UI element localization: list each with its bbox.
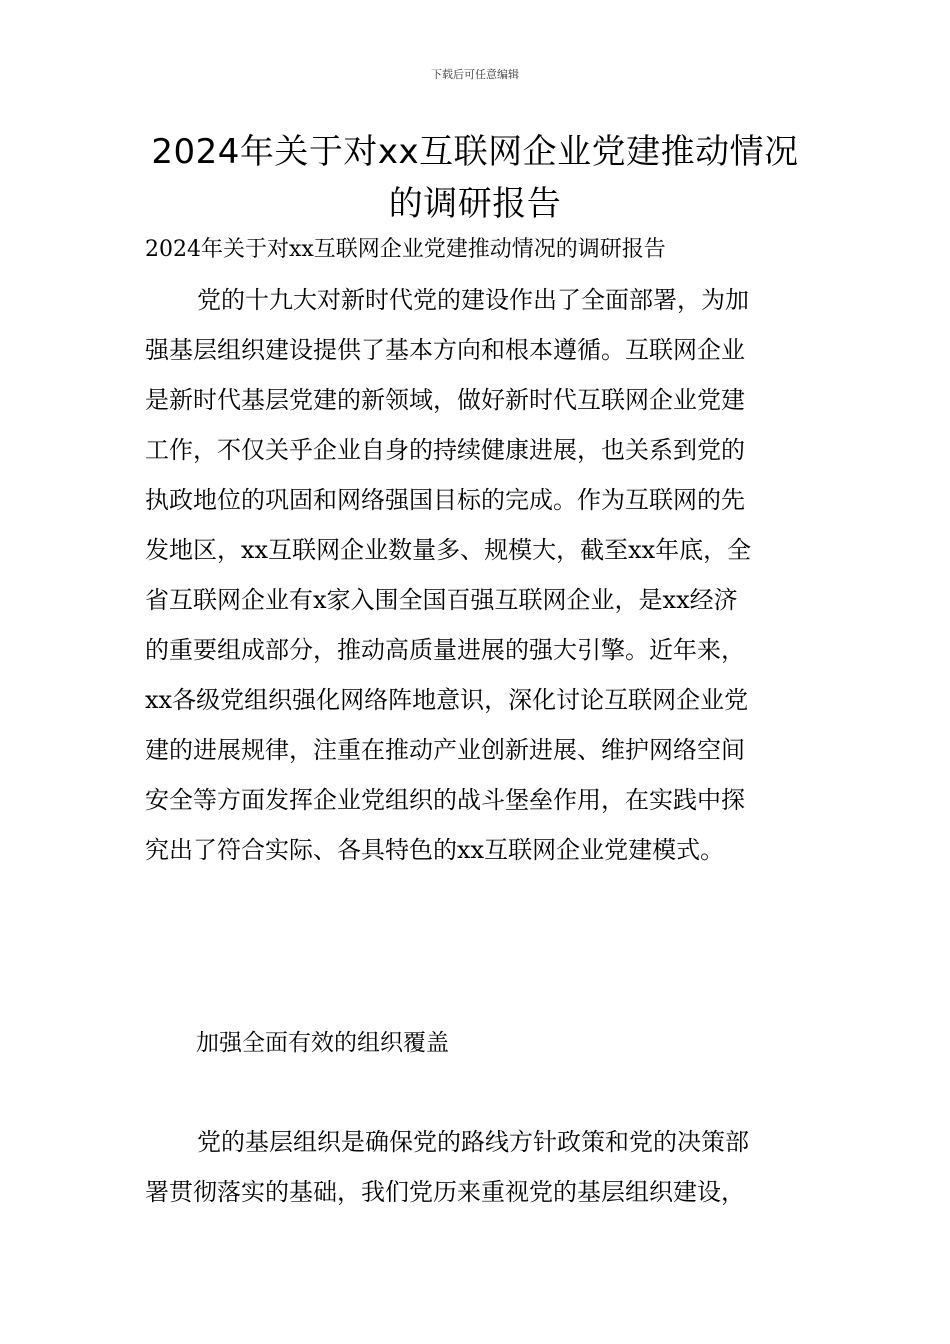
section-heading: 加强全面有效的组织覆盖 (196, 1030, 449, 1056)
body-paragraph (145, 275, 815, 875)
paragraph-line: 署贯彻落实的基础，我们党历来重视党的基层组织建设， (145, 1178, 745, 1206)
paragraph-line: 党的十九大对新时代党的建设作出了全面部署，为加 (197, 286, 749, 314)
paragraph-line: 是新时代基层党建的新领域，做好新时代互联网企业党建 (145, 386, 745, 414)
document-subtitle: 2024年关于对xx互联网企业党建推动情况的调研报告 (145, 237, 666, 262)
paragraph-line: 党的基层组织是确保党的路线方针政策和党的决策部 (197, 1128, 749, 1156)
paragraph-line: 工作，不仅关乎企业自身的持续健康进展，也关系到党的 (145, 436, 745, 464)
paragraph-line: 安全等方面发挥企业党组织的战斗堡垒作用，在实践中探 (145, 786, 745, 814)
paragraph-line: 建的进展规律，注重在推动产业创新进展、维护网络空间 (145, 736, 745, 764)
title-line: 2024年关于对xx互联网企业党建推动情况 (151, 132, 799, 172)
paragraph-line: 究出了符合实际、各具特色的xx互联网企业党建模式。 (145, 836, 725, 864)
title-line: 的调研报告 (388, 184, 562, 224)
document-title (110, 126, 840, 230)
paragraph-line: 省互联网企业有x家入围全国百强互联网企业，是xx经济 (145, 586, 738, 614)
paragraph-line: 强基层组织建设提供了基本方向和根本遵循。互联网企业 (145, 336, 745, 364)
paragraph-line: 执政地位的巩固和网络强国目标的完成。作为互联网的先 (145, 486, 745, 514)
paragraph-line: 的重要组成部分，推动高质量进展的强大引擎。近年来， (145, 636, 745, 664)
header-note: 下载后可任意编辑 (431, 68, 519, 81)
paragraph-line: 发地区，xx互联网企业数量多、规模大，截至xx年底，全 (145, 536, 752, 564)
body-paragraph (145, 1117, 815, 1217)
paragraph-line: xx各级党组织强化网络阵地意识，深化讨论互联网企业党 (145, 686, 749, 714)
